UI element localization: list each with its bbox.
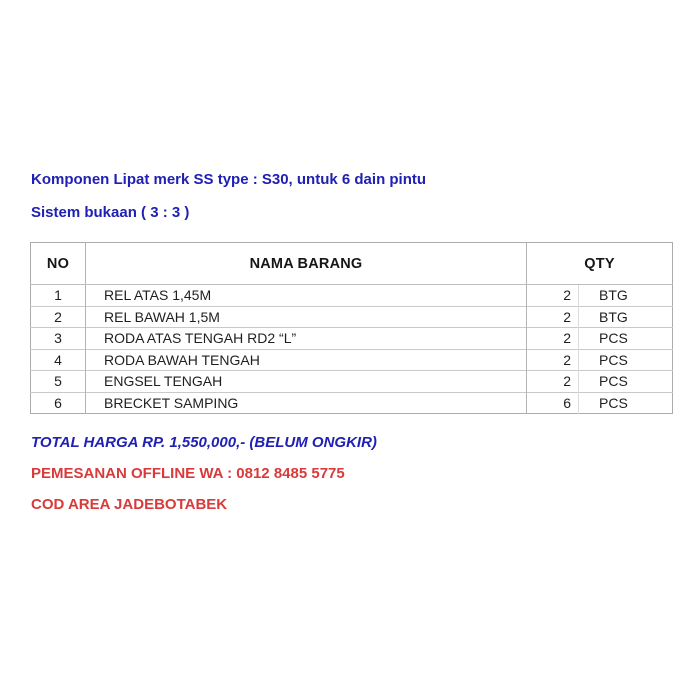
cell-unit: PCS bbox=[579, 371, 673, 393]
table-row bbox=[31, 306, 673, 328]
cell-qty: 2 bbox=[527, 328, 579, 350]
total-price-line: TOTAL HARGA RP. 1,550,000,- (BELUM ONGKIR) bbox=[31, 434, 377, 451]
column-header-no: NO bbox=[31, 243, 86, 285]
column-header-nama: NAMA BARANG bbox=[86, 243, 527, 285]
table-row bbox=[31, 285, 673, 307]
cell-unit: PCS bbox=[579, 349, 673, 371]
cell-qty: 6 bbox=[527, 392, 579, 414]
cell-no: 2 bbox=[31, 306, 86, 328]
cell-nama: REL ATAS 1,45M bbox=[86, 285, 527, 307]
order-contact-line: PEMESANAN OFFLINE WA : 0812 8485 5775 bbox=[31, 465, 345, 482]
cod-area-line: COD AREA JADEBOTABEK bbox=[31, 496, 228, 513]
table-row bbox=[31, 392, 673, 414]
cell-no: 6 bbox=[31, 392, 86, 414]
cell-unit: BTG bbox=[579, 306, 673, 328]
cell-no: 5 bbox=[31, 371, 86, 393]
cell-nama: RODA BAWAH TENGAH bbox=[86, 349, 527, 371]
intro-line-type: Komponen Lipat merk SS type : S30, untuk 6 dain pintu bbox=[31, 171, 427, 188]
table-body bbox=[31, 285, 673, 414]
footer-notes bbox=[31, 433, 377, 526]
cell-no: 3 bbox=[31, 328, 86, 350]
cell-nama: BRECKET SAMPING bbox=[86, 392, 527, 414]
table-header-row bbox=[31, 243, 673, 285]
table-row bbox=[31, 349, 673, 371]
cell-qty: 2 bbox=[527, 285, 579, 307]
cell-unit: BTG bbox=[579, 285, 673, 307]
cell-no: 1 bbox=[31, 285, 86, 307]
table-row bbox=[31, 371, 673, 393]
intro-heading bbox=[31, 171, 426, 237]
components-table bbox=[30, 242, 673, 414]
cell-nama: REL BAWAH 1,5M bbox=[86, 306, 527, 328]
column-header-qty: QTY bbox=[527, 243, 673, 285]
cell-qty: 2 bbox=[527, 349, 579, 371]
cell-nama: RODA ATAS TENGAH RD2 “L” bbox=[86, 328, 527, 350]
cell-no: 4 bbox=[31, 349, 86, 371]
table-row bbox=[31, 328, 673, 350]
cell-unit: PCS bbox=[579, 328, 673, 350]
intro-line-system: Sistem bukaan ( 3 : 3 ) bbox=[31, 204, 190, 221]
cell-nama: ENGSEL TENGAH bbox=[86, 371, 527, 393]
cell-unit: PCS bbox=[579, 392, 673, 414]
cell-qty: 2 bbox=[527, 306, 579, 328]
cell-qty: 2 bbox=[527, 371, 579, 393]
